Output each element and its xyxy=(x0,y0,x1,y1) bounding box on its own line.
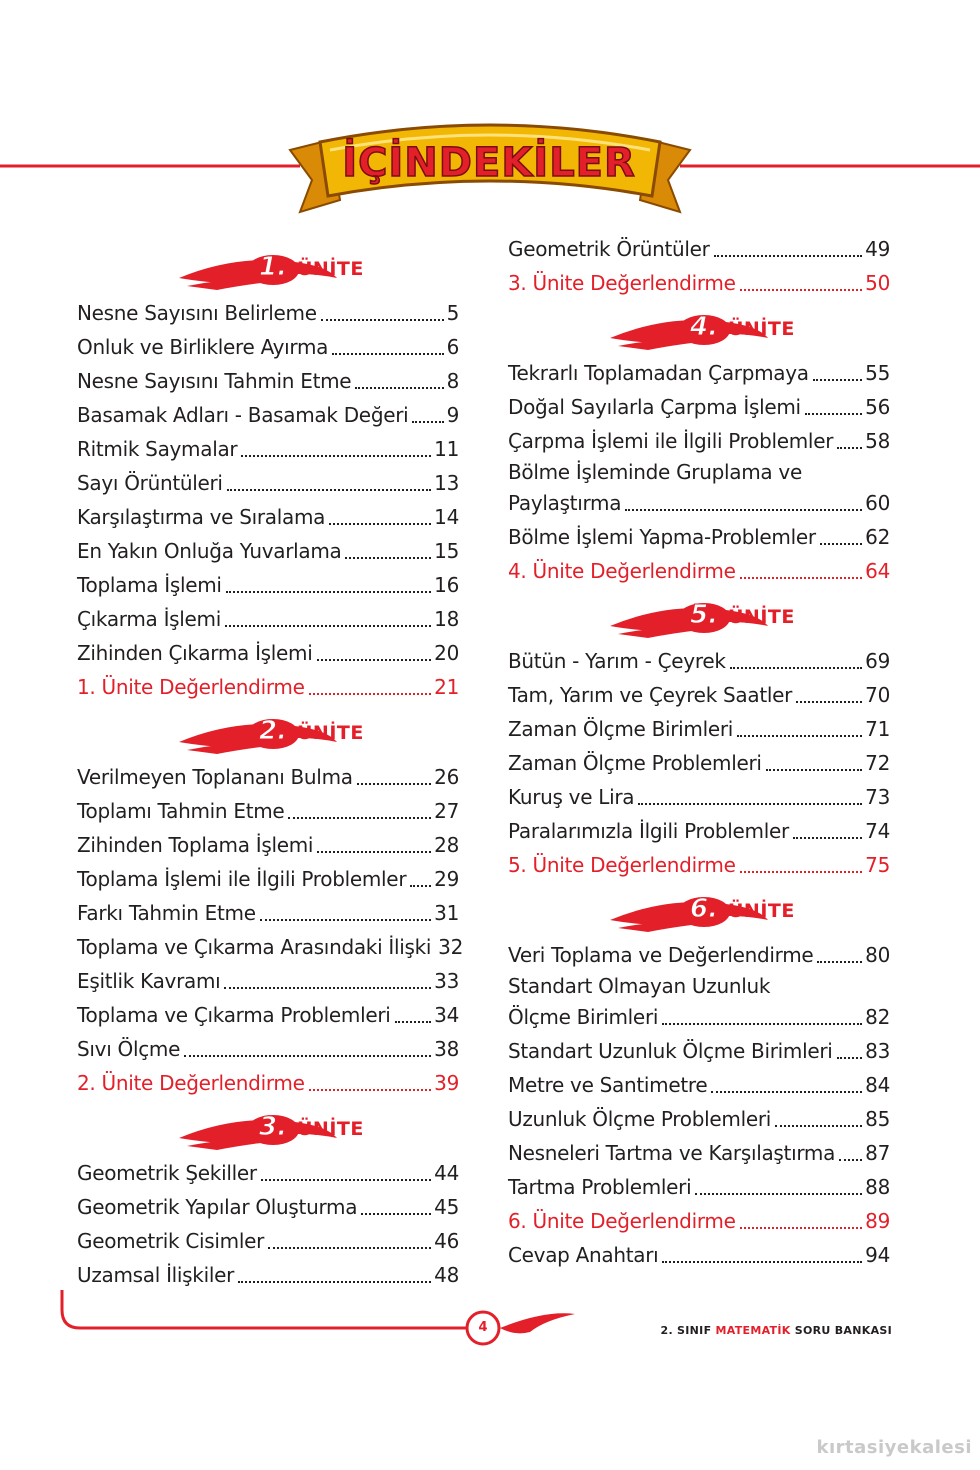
toc-entry-title: Karşılaştırma ve Sıralama xyxy=(77,505,326,529)
unit-badge xyxy=(177,712,377,758)
toc-entry-page: 64 xyxy=(865,559,890,583)
unit-header xyxy=(508,588,890,644)
toc-entry[interactable] xyxy=(77,330,459,364)
toc-entry-title: Uzamsal İlişkiler xyxy=(77,1263,235,1287)
dot-leader xyxy=(332,353,443,355)
dot-leader xyxy=(730,667,863,669)
dot-leader xyxy=(412,421,443,423)
toc-entry-page: 21 xyxy=(434,675,459,699)
dot-leader xyxy=(395,1021,432,1023)
toc-entry-title: Çıkarma İşlemi xyxy=(77,607,221,631)
toc-entry-page: 20 xyxy=(434,641,459,665)
unit-header xyxy=(77,240,459,296)
dot-leader xyxy=(410,885,431,887)
toc-entry-title: 6. Ünite Değerlendirme xyxy=(508,1209,736,1233)
unit-badge xyxy=(177,1108,377,1154)
toc-entry[interactable] xyxy=(508,232,890,266)
toc-entry-page: 72 xyxy=(865,751,890,775)
toc-entry-title: Paralarımızla İlgili Problemler xyxy=(508,819,789,843)
dot-leader xyxy=(329,523,431,525)
toc-entry-unit-review[interactable] xyxy=(508,554,890,588)
toc-entry[interactable] xyxy=(77,998,459,1032)
unit-badge xyxy=(608,596,808,642)
toc-entry[interactable] xyxy=(77,466,459,500)
toc-entry-title: Basamak Adları - Basamak Değeri xyxy=(77,403,409,427)
dot-leader xyxy=(837,447,862,449)
toc-entry-title: Bütün - Yarım - Çeyrek xyxy=(508,649,726,673)
toc-entry[interactable] xyxy=(77,432,459,466)
toc-entry-unit-review[interactable] xyxy=(508,848,890,882)
toc-entry-title: Sıvı Ölçme xyxy=(77,1037,181,1061)
toc-entry[interactable] xyxy=(508,814,890,848)
toc-entry-page: 39 xyxy=(434,1071,459,1095)
toc-entry-title: 2. Ünite Değerlendirme xyxy=(77,1071,305,1095)
toc-entry-page: 60 xyxy=(865,491,890,515)
unit-badge xyxy=(608,890,808,936)
unit-badge xyxy=(177,248,377,294)
dot-leader xyxy=(321,319,444,321)
dot-leader xyxy=(740,577,863,579)
toc-entry[interactable] xyxy=(508,424,890,458)
brand-type: SORU BANKASI xyxy=(794,1324,892,1337)
toc-entry[interactable] xyxy=(77,602,459,636)
toc-entry-page: 83 xyxy=(865,1039,890,1063)
toc-entry-title: Nesne Sayısını Tahmin Etme xyxy=(77,369,352,393)
unit-number: 5. xyxy=(690,600,718,630)
toc-entry-page: 26 xyxy=(434,765,459,789)
toc-entry-page: 11 xyxy=(434,437,459,461)
unit-header xyxy=(77,704,459,760)
toc-entry[interactable] xyxy=(508,644,890,678)
unit-header xyxy=(508,882,890,938)
dot-leader xyxy=(224,987,431,989)
toc-entry[interactable] xyxy=(77,568,459,602)
dot-leader xyxy=(355,387,443,389)
toc-entry[interactable] xyxy=(77,1156,459,1190)
toc-entry-title: Çarpma İşlemi ile İlgili Problemler xyxy=(508,429,834,453)
toc-entry[interactable] xyxy=(77,636,459,670)
toc-entry[interactable] xyxy=(508,1068,890,1102)
toc-entry[interactable] xyxy=(77,534,459,568)
toc-entry-page: 94 xyxy=(865,1243,890,1267)
dot-leader xyxy=(820,543,862,545)
unit-badge xyxy=(608,308,808,354)
toc-entry[interactable] xyxy=(508,938,890,972)
dot-leader xyxy=(662,1023,862,1025)
toc-entry-page: 32 xyxy=(438,935,464,959)
toc-entry[interactable] xyxy=(77,1190,459,1224)
toc-entry[interactable] xyxy=(508,746,890,780)
toc-entry-page: 80 xyxy=(865,943,890,967)
toc-entry-page: 27 xyxy=(434,799,459,823)
toc-entry-page: 18 xyxy=(434,607,459,631)
toc-entry-page: 71 xyxy=(865,717,890,741)
toc-entry-page: 50 xyxy=(865,271,890,295)
toc-entry[interactable] xyxy=(77,794,459,828)
unit-label: ÜNİTE xyxy=(297,722,364,744)
toc-entry-page: 46 xyxy=(434,1229,459,1253)
toc-entry-page: 45 xyxy=(434,1195,459,1219)
toc-entry-title: Veri Toplama ve Değerlendirme xyxy=(508,943,814,967)
toc-entry-page: 62 xyxy=(865,525,890,549)
dot-leader xyxy=(625,509,862,511)
toc-entry[interactable] xyxy=(508,356,890,390)
toc-entry-title: Standart Uzunluk Ölçme Birimleri xyxy=(508,1039,833,1063)
toc-entry-page: 16 xyxy=(434,573,459,597)
toc-entry-title: Toplama İşlemi xyxy=(77,573,222,597)
toc-entry-title: Doğal Sayılarla Çarpma İşlemi xyxy=(508,395,801,419)
toc-entry-page: 13 xyxy=(434,471,459,495)
toc-entry-page: 29 xyxy=(434,867,459,891)
toc-entry-page: 58 xyxy=(865,429,890,453)
toc-entry-title-line1: Bölme İşleminde Gruplama ve xyxy=(508,460,802,484)
toc-entry-page: 74 xyxy=(865,819,890,843)
toc-entry-page: 5 xyxy=(446,301,459,325)
toc-entry-page: 33 xyxy=(434,969,459,993)
toc-entry-title: Toplama ve Çıkarma Problemleri xyxy=(77,1003,391,1027)
dot-leader xyxy=(766,769,862,771)
toc-entry-page: 69 xyxy=(865,649,890,673)
toc-entry-title: Zaman Ölçme Birimleri xyxy=(508,717,734,741)
toc-entry-page: 9 xyxy=(446,403,459,427)
dot-leader xyxy=(260,919,431,921)
watermark: kırtasiyekalesi xyxy=(816,1437,972,1458)
toc-entry-page: 48 xyxy=(434,1263,459,1287)
toc-entry-title: Toplama ve Çıkarma Arasındaki İlişki xyxy=(77,935,432,959)
toc-entry-page: 84 xyxy=(865,1073,890,1097)
toc-entry-page: 87 xyxy=(865,1141,890,1165)
unit-number: 1. xyxy=(259,252,287,282)
toc-entry-title: Geometrik Yapılar Oluşturma xyxy=(77,1195,358,1219)
toc-entry-page: 49 xyxy=(865,237,890,261)
toc-entry[interactable] xyxy=(508,520,890,554)
toc-entry[interactable] xyxy=(77,964,459,998)
unit-number: 3. xyxy=(259,1112,287,1142)
toc-entry-page: 31 xyxy=(434,901,459,925)
toc-entry-page: 70 xyxy=(865,683,890,707)
dot-leader xyxy=(357,783,431,785)
dot-leader xyxy=(662,1261,862,1263)
toc-entry[interactable] xyxy=(508,712,890,746)
dot-leader xyxy=(740,871,863,873)
toc-entry[interactable] xyxy=(77,1032,459,1066)
toc-entry[interactable] xyxy=(77,862,459,896)
toc-entry-page: 82 xyxy=(865,1005,890,1029)
dot-leader xyxy=(714,255,863,257)
dot-leader xyxy=(261,1179,431,1181)
dot-leader xyxy=(796,701,862,703)
brand-subject: MATEMATİK xyxy=(715,1324,791,1337)
toc-entry-page: 55 xyxy=(865,361,890,385)
toc-entry[interactable] xyxy=(508,678,890,712)
dot-leader xyxy=(361,1213,431,1215)
toc-entry-page: 8 xyxy=(446,369,459,393)
toc-left-column xyxy=(77,240,464,1292)
toc-entry-title: 1. Ünite Değerlendirme xyxy=(77,675,305,699)
toc-entry-title: Geometrik Şekiller xyxy=(77,1161,257,1185)
brand-grade: 2. SINIF xyxy=(660,1324,712,1337)
toc-entry-title: Eşitlik Kavramı xyxy=(77,969,221,993)
unit-label: ÜNİTE xyxy=(728,900,795,922)
dot-leader xyxy=(775,1125,862,1127)
dot-leader xyxy=(817,961,862,963)
toc-entry-title: Zihinden Çıkarma İşlemi xyxy=(77,641,313,665)
toc-entry-unit-review[interactable] xyxy=(77,670,459,704)
dot-leader xyxy=(805,413,862,415)
toc-entry[interactable] xyxy=(508,1238,890,1272)
toc-entry-title: Bölme İşlemi Yapma-Problemler xyxy=(508,525,816,549)
toc-entry-title: Ritmik Saymalar xyxy=(77,437,238,461)
dot-leader xyxy=(225,625,431,627)
unit-label: ÜNİTE xyxy=(728,318,795,340)
toc-entry-title: Tekrarlı Toplamadan Çarpmaya xyxy=(508,361,809,385)
dot-leader xyxy=(345,557,431,559)
unit-number: 2. xyxy=(259,716,287,746)
toc-entry-unit-review[interactable] xyxy=(77,1066,459,1100)
dot-leader xyxy=(309,1089,432,1091)
toc-entry-title: 3. Ünite Değerlendirme xyxy=(508,271,736,295)
toc-entry-page: 38 xyxy=(434,1037,459,1061)
toc-entry-title: En Yakın Onluğa Yuvarlama xyxy=(77,539,342,563)
dot-leader xyxy=(813,379,862,381)
toc-entry-title: Ölçme Birimleri xyxy=(508,1005,659,1029)
toc-entry-title: Geometrik Cisimler xyxy=(77,1229,265,1253)
toc-entry-page: 85 xyxy=(865,1107,890,1131)
dot-leader xyxy=(227,489,431,491)
dot-leader xyxy=(226,591,431,593)
toc-entry[interactable] xyxy=(508,972,890,1034)
dot-leader xyxy=(695,1193,862,1195)
toc-entry[interactable] xyxy=(508,1136,890,1170)
toc-entry-title: Toplama İşlemi ile İlgili Problemler xyxy=(77,867,407,891)
toc-entry[interactable] xyxy=(77,930,464,964)
dot-leader xyxy=(288,817,431,819)
toc-entry[interactable] xyxy=(508,1170,890,1204)
dot-leader xyxy=(309,693,432,695)
unit-header xyxy=(508,300,890,356)
dot-leader xyxy=(184,1055,431,1057)
toc-entry-page: 15 xyxy=(434,539,459,563)
toc-entry-page: 56 xyxy=(865,395,890,419)
footer-brand xyxy=(661,1324,893,1337)
toc-entry-title: 5. Ünite Değerlendirme xyxy=(508,853,736,877)
toc-entry-unit-review[interactable] xyxy=(508,1204,890,1238)
page-title: İÇİNDEKİLER xyxy=(342,140,636,186)
unit-label: ÜNİTE xyxy=(297,258,364,280)
toc-entry-title: Farkı Tahmin Etme xyxy=(77,901,256,925)
toc-entry-page: 73 xyxy=(865,785,890,809)
toc-entry-title: Kuruş ve Lira xyxy=(508,785,635,809)
toc-entry[interactable] xyxy=(508,1102,890,1136)
toc-entry-title: Onluk ve Birliklere Ayırma xyxy=(77,335,329,359)
toc-entry-page: 28 xyxy=(434,833,459,857)
toc-entry-page: 6 xyxy=(446,335,459,359)
dot-leader xyxy=(241,455,431,457)
toc-entry-page: 14 xyxy=(434,505,459,529)
dot-leader xyxy=(737,735,862,737)
toc-entry[interactable] xyxy=(77,1224,459,1258)
unit-label: ÜNİTE xyxy=(728,606,795,628)
toc-entry[interactable] xyxy=(77,296,459,330)
unit-label: ÜNİTE xyxy=(297,1118,364,1140)
toc-entry-title: Zaman Ölçme Problemleri xyxy=(508,751,762,775)
toc-entry-page: 44 xyxy=(434,1161,459,1185)
toc-entry-title: Nesne Sayısını Belirleme xyxy=(77,301,317,325)
toc-entry-title: 4. Ünite Değerlendirme xyxy=(508,559,736,583)
toc-entry-title: Tartma Problemleri xyxy=(508,1175,692,1199)
unit-header xyxy=(77,1100,459,1156)
dot-leader xyxy=(837,1057,863,1059)
toc-entry-title: Tam, Yarım ve Çeyrek Saatler xyxy=(508,683,793,707)
toc-entry[interactable] xyxy=(508,1034,890,1068)
toc-entry-title: Verilmeyen Toplananı Bulma xyxy=(77,765,353,789)
dot-leader xyxy=(638,803,862,805)
dot-leader xyxy=(740,1227,863,1229)
dot-leader xyxy=(839,1159,862,1161)
dot-leader xyxy=(793,837,862,839)
toc-entry[interactable] xyxy=(77,828,459,862)
toc-entry[interactable] xyxy=(77,364,459,398)
toc-entry[interactable] xyxy=(77,398,459,432)
toc-entry[interactable] xyxy=(508,458,890,520)
toc-entry-title: Metre ve Santimetre xyxy=(508,1073,708,1097)
dot-leader xyxy=(317,851,431,853)
toc-entry-page: 88 xyxy=(865,1175,890,1199)
toc-entry-title: Nesneleri Tartma ve Karşılaştırma xyxy=(508,1141,836,1165)
toc-entry-title: Uzunluk Ölçme Problemleri xyxy=(508,1107,772,1131)
toc-entry[interactable] xyxy=(77,760,459,794)
toc-entry-title: Sayı Örüntüleri xyxy=(77,471,223,495)
dot-leader xyxy=(711,1091,862,1093)
toc-entry[interactable] xyxy=(77,500,459,534)
dot-leader xyxy=(317,659,432,661)
toc-entry-title: Cevap Anahtarı xyxy=(508,1243,659,1267)
title-banner xyxy=(284,118,694,230)
unit-number: 4. xyxy=(690,312,718,342)
toc-entry-title: Geometrik Örüntüler xyxy=(508,237,710,261)
page-number: 4 xyxy=(478,1320,488,1335)
toc-entry-title: Toplamı Tahmin Etme xyxy=(77,799,285,823)
toc-entry-page: 75 xyxy=(865,853,890,877)
toc-entry-unit-review[interactable] xyxy=(508,266,890,300)
toc-entry-title: Paylaştırma xyxy=(508,491,622,515)
dot-leader xyxy=(268,1247,431,1249)
toc-right-column xyxy=(508,232,890,1272)
toc-entry[interactable] xyxy=(77,896,459,930)
toc-entry[interactable] xyxy=(508,780,890,814)
dot-leader xyxy=(740,289,863,291)
toc-entry-page: 89 xyxy=(865,1209,890,1233)
unit-number: 6. xyxy=(690,894,718,924)
toc-entry[interactable] xyxy=(508,390,890,424)
toc-entry-title: Zihinden Toplama İşlemi xyxy=(77,833,314,857)
toc-entry-page: 34 xyxy=(434,1003,459,1027)
toc-entry-title-line1: Standart Olmayan Uzunluk xyxy=(508,974,771,998)
